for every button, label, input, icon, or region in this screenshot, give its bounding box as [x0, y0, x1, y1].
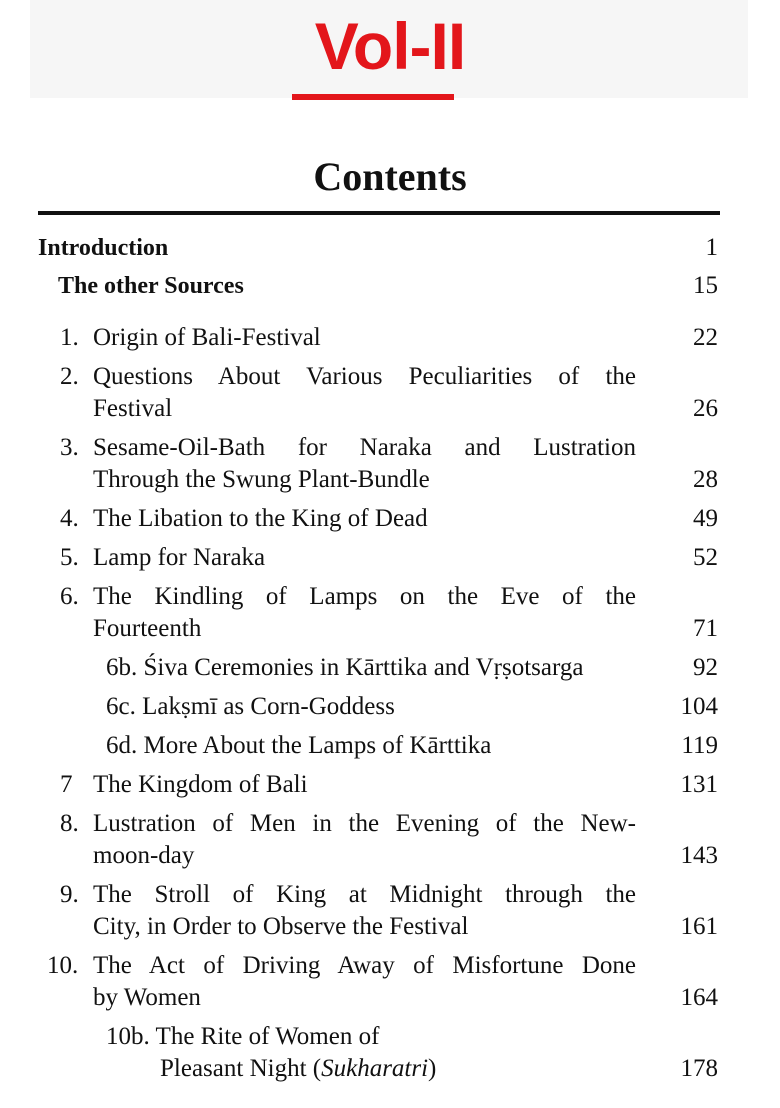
volume-title: Vol-II: [314, 9, 466, 83]
contents-heading: Contents: [313, 154, 467, 199]
toc-page-number: 28: [693, 466, 718, 493]
toc-entry-number: 4.: [60, 505, 79, 532]
toc-entry-title-cont: moon-day: [93, 842, 195, 869]
toc-entry-title-cont: Fourteenth: [93, 615, 202, 642]
toc-subentry-title: 10b. The Rite of Women of: [106, 1023, 380, 1050]
toc-entry-number: 5.: [60, 544, 79, 571]
toc-entry-number: 2.: [60, 363, 79, 390]
toc-entry-title: The Libation to the King of Dead: [93, 505, 428, 532]
toc-entry-title: Origin of Bali-Festival: [93, 324, 321, 351]
toc-entry-title-cont: City, in Order to Observe the Festival: [93, 913, 469, 940]
toc-subentry-title: 6d. More About the Lamps of Kārttika: [106, 732, 492, 759]
toc-subentry-text: Pleasant Night: [160, 1055, 307, 1082]
toc-entry-introduction: Introduction: [38, 235, 169, 261]
volume-underline: [292, 94, 454, 100]
toc-entry-title: The Stroll of King at Midnight through the: [93, 881, 636, 908]
toc-page-number: 26: [693, 395, 718, 422]
toc-entry-number: 3.: [60, 434, 79, 461]
toc-entry-title-cont: by Women: [93, 984, 201, 1011]
heading-rule: [38, 211, 720, 215]
toc-page-number: 119: [681, 732, 718, 759]
toc-subentry-italic: Sukharatri: [321, 1055, 429, 1082]
toc-page-number: 71: [693, 615, 718, 642]
toc-page-other-sources: 15: [693, 272, 718, 299]
toc-page-number: 161: [680, 913, 718, 940]
toc-entry-number: 8.: [60, 810, 79, 837]
toc-page-number: 92: [693, 654, 718, 681]
toc-entry-other-sources: The other Sources: [58, 273, 244, 299]
toc-subentry-title: 6c. Lakṣmī as Corn-Goddess: [106, 693, 395, 720]
toc-entry-number: 6.: [60, 583, 79, 610]
toc-entry-number: 9.: [60, 881, 79, 908]
toc-page-number: 143: [680, 842, 718, 869]
toc-page-introduction: 1: [705, 234, 718, 261]
toc-entry-title: Sesame-Oil-Bath for Naraka and Lustration: [93, 434, 636, 461]
toc-page-number: 131: [680, 771, 718, 798]
toc-page-number: 49: [693, 505, 718, 532]
toc-entry-number: 10.: [47, 952, 79, 979]
toc-entry-title: Lamp for Naraka: [93, 544, 266, 571]
toc-subentry-title-cont: Pleasant Night (Sukharatri): [160, 1055, 437, 1082]
toc-page-number: 22: [693, 324, 718, 351]
toc-entry-title: The Kingdom of Bali: [93, 771, 308, 798]
toc-entry-title-cont: Festival: [93, 395, 173, 422]
toc-page-number: 178: [680, 1055, 718, 1082]
toc-entry-title: Questions About Various Peculiarities of the: [93, 363, 636, 390]
toc-page-number: 52: [693, 544, 718, 571]
toc-entry-title: Lustration of Men in the Evening of the New-: [93, 810, 636, 837]
toc-entry-title: The Kindling of Lamps on the Eve of the: [93, 583, 636, 610]
toc-entry-title: The Act of Driving Away of Misfortune Done: [93, 952, 636, 979]
toc-entry-title-cont: Through the Swung Plant-Bundle: [93, 466, 430, 493]
toc-subentry-title: 6b. Śiva Ceremonies in Kārttika and Vṛṣotsarga: [106, 654, 584, 681]
toc-entry-number: 1.: [60, 324, 79, 351]
toc-entry-number: 7: [60, 771, 73, 798]
toc-page-number: 164: [680, 984, 718, 1011]
toc-page-number: 104: [680, 693, 718, 720]
